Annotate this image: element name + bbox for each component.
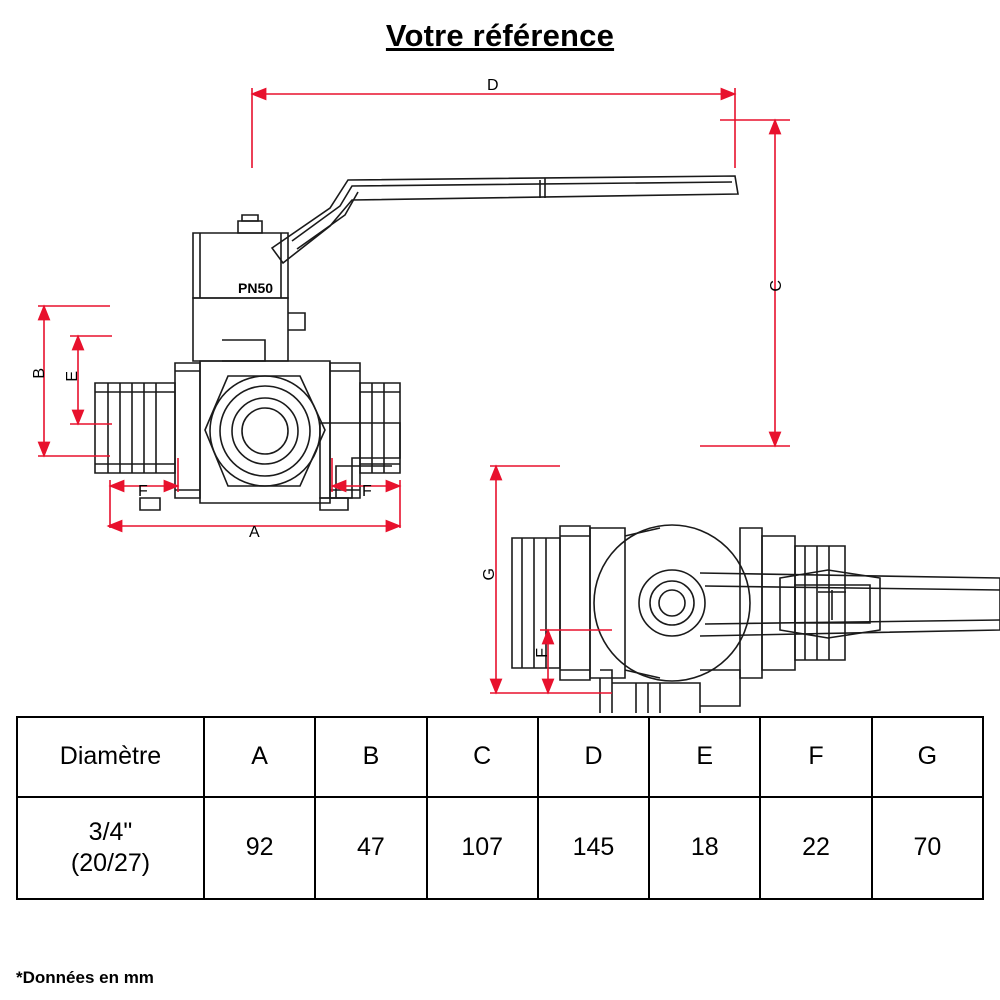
table-header-a: A — [204, 717, 315, 797]
page-title: Votre référence — [385, 18, 615, 53]
diameter-line-1: 3/4" — [88, 817, 133, 846]
table-header-b: B — [315, 717, 426, 797]
dimensions-table — [16, 716, 984, 900]
table-row — [17, 797, 983, 899]
dimension-label-C: C — [768, 280, 785, 292]
table-header-diameter: Diamètre — [17, 717, 204, 797]
dimension-label-F-right: F — [362, 483, 372, 500]
table-header-g: G — [872, 717, 983, 797]
pn50-marking: PN50 — [238, 280, 274, 296]
cell-d: 145 — [538, 797, 649, 899]
cell-b: 47 — [315, 797, 426, 899]
table-header-f: F — [760, 717, 871, 797]
table-header-d: D — [538, 717, 649, 797]
technical-drawing — [0, 58, 1000, 713]
valve-drawing-svg — [0, 58, 1000, 713]
cell-f: 22 — [760, 797, 871, 899]
dimension-label-B: B — [31, 368, 48, 379]
footnote: *Données en mm — [16, 968, 154, 987]
cell-diameter — [17, 797, 204, 899]
valve-side-view — [512, 525, 1000, 713]
table-header-c: C — [427, 717, 538, 797]
diameter-line-2: (20/27) — [70, 849, 151, 877]
cell-c: 107 — [427, 797, 538, 899]
cell-e: 18 — [649, 797, 760, 899]
table-header-row — [17, 717, 983, 797]
dimension-label-A: A — [249, 524, 260, 541]
dimension-label-E: E — [64, 371, 81, 382]
dimension-label-D: D — [487, 77, 499, 94]
dimension-label-F-bottom: F — [534, 648, 551, 658]
table-header-e: E — [649, 717, 760, 797]
dimension-label-F-left: F — [138, 483, 148, 500]
dimension-label-G: G — [481, 568, 498, 581]
cell-a: 92 — [204, 797, 315, 899]
cell-g: 70 — [872, 797, 983, 899]
valve-front-view — [95, 176, 738, 510]
